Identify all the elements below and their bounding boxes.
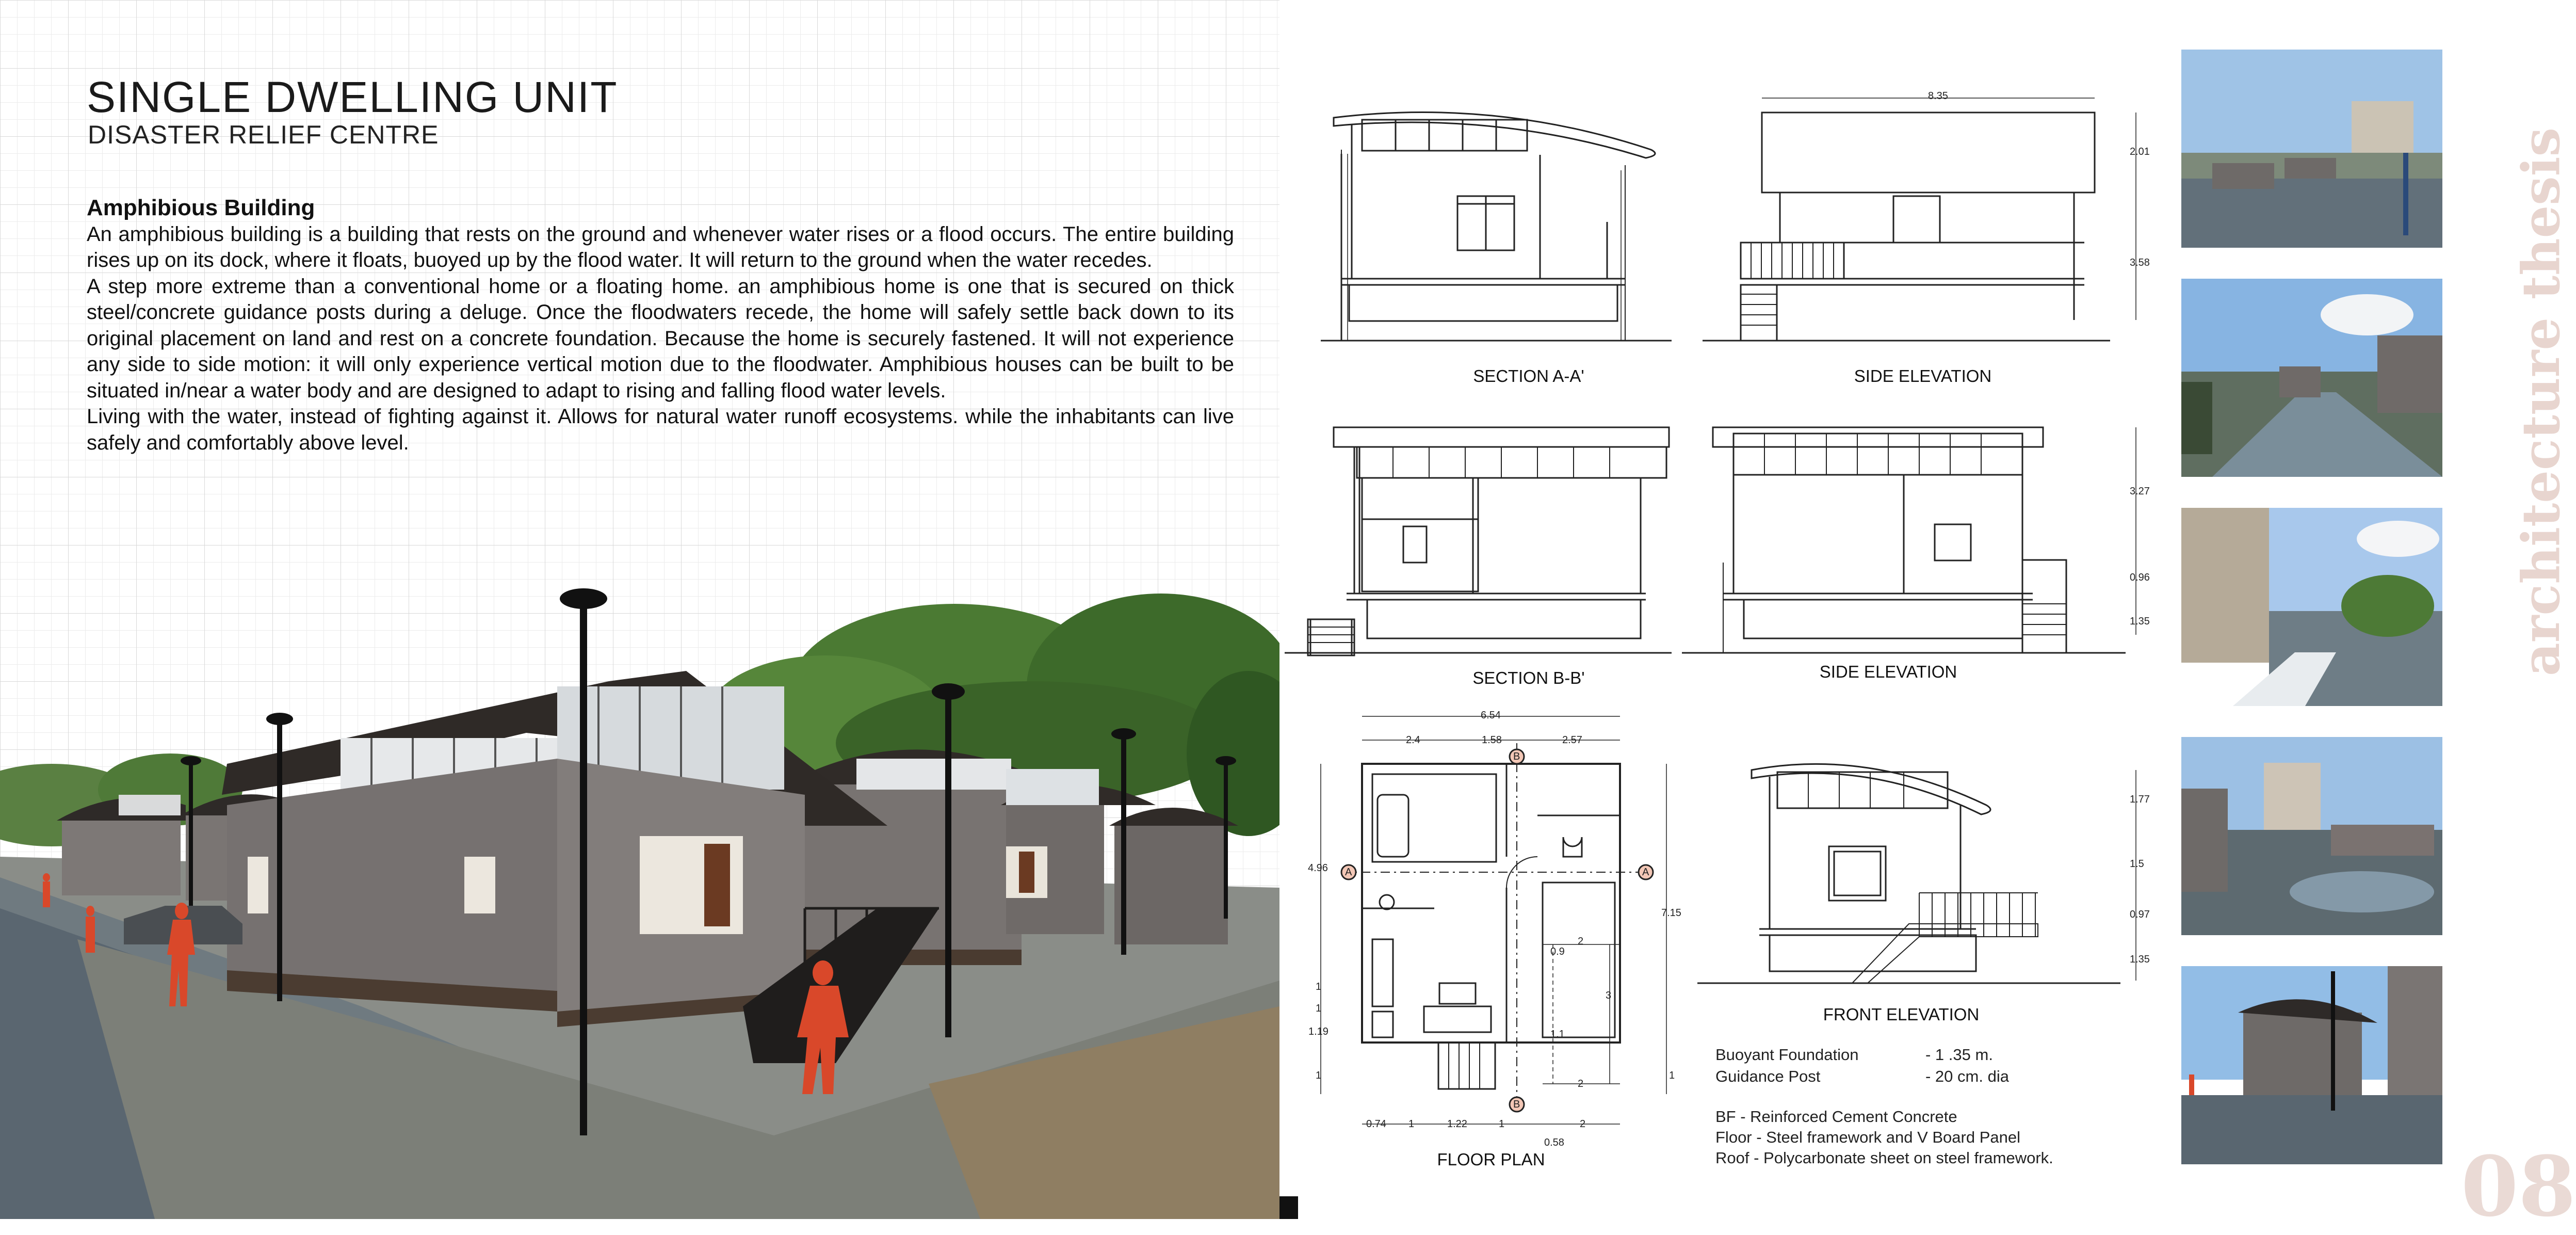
- floor-plan-drawing: [1321, 716, 1666, 1124]
- description-paragraph-1: An amphibious building is a building that rests on the ground and whenever water rises or a flood occurs. The entire building rises up on its dock, where it floats, buoyed up by the flood water. It will return to the ground when the water recedes.: [87, 222, 1234, 271]
- dim-plan-h-lower: 1.19: [1308, 1026, 1328, 1037]
- dim-plan-inner-2b: 2: [1578, 1078, 1584, 1089]
- render-thumbnail-5: [2181, 966, 2442, 1164]
- label-section-aa: SECTION A-A': [1473, 366, 1584, 386]
- dim-plan-inner-2a: 2: [1578, 936, 1584, 947]
- dim-front-h4: 1.35: [2130, 954, 2150, 965]
- dim-plan-h-left: 4.96: [1308, 862, 1328, 874]
- dim-plan-small-1: 1: [1316, 981, 1322, 992]
- dim-side-h2: 3.58: [2130, 257, 2150, 268]
- dim-plan-right-1: 1: [1669, 1070, 1675, 1081]
- dim-side2-h1: 3.27: [2130, 486, 2150, 497]
- description-paragraph-3: Living with the water, instead of fighting against it. Allows for natural water runoff ecosystems. while the inhabitants can live safely and comfortably above level.: [87, 405, 1234, 454]
- section-marker-a-right: A: [1642, 867, 1649, 878]
- dim-plan-bottom-2: 2: [1580, 1118, 1586, 1130]
- label-front-elevation: FRONT ELEVATION: [1823, 1005, 1980, 1024]
- left-page: [0, 0, 1279, 1219]
- dim-plan-w1: 2.4: [1406, 734, 1420, 746]
- description-paragraph-2: A step more extreme than a conventional home or a floating home. an amphibious home is one that is secured on thick steel/concrete guidance posts during a deluge. Once the floodwaters recede, the home will safely settle back down to its original placement on land and rest on a concrete foundation. Because the home is securely fastened. It will not experience any side to side motion: it will only experience vertical motion due to the floodwater. Amphibious houses can be built to be situated in/near a water body and are designed to adapt to rising and falling flood water levels.: [87, 275, 1234, 402]
- label-floor-plan: FLOOR PLAN: [1437, 1150, 1545, 1169]
- dim-side-h1: 2.01: [2130, 146, 2150, 157]
- dim-plan-bottom-074: 0.74: [1366, 1118, 1386, 1130]
- description-heading: Amphibious Building: [87, 195, 315, 220]
- dim-plan-bottom-1b: 1: [1499, 1118, 1505, 1130]
- dim-plan-w2: 1.58: [1482, 734, 1502, 746]
- dim-plan-bottom-122: 1.22: [1447, 1118, 1467, 1130]
- dim-plan-bottom-1a: 1: [1408, 1118, 1415, 1130]
- description-block: [87, 195, 1234, 456]
- spec-buoyant-value: - 1 .35 m.: [1925, 1046, 1993, 1064]
- render-thumbnail-4: [2181, 737, 2442, 935]
- section-marker-b-top: B: [1513, 751, 1520, 762]
- label-section-bb: SECTION B-B': [1472, 668, 1585, 687]
- section-marker-b-bottom: B: [1513, 1099, 1520, 1110]
- spec-floor-line: Floor - Steel framework and V Board Panel: [1715, 1128, 2020, 1146]
- section-bb-drawing: [1285, 427, 1672, 655]
- dim-plan-bottom-058: 0.58: [1544, 1137, 1564, 1148]
- spec-buoyant-label: Buoyant Foundation: [1715, 1046, 1859, 1064]
- dim-plan-small-3: 1: [1316, 1070, 1322, 1081]
- dim-plan-inner-09: 0.9: [1550, 946, 1565, 957]
- dim-front-h3: 0.97: [2130, 909, 2150, 920]
- section-marker-a-left: A: [1345, 867, 1352, 878]
- side-elevation-2-drawing: [1682, 427, 2136, 653]
- page-number: 08: [2461, 1138, 2576, 1235]
- dim-plan-inner-11: 1.1: [1550, 1029, 1565, 1040]
- front-elevation-drawing: [1697, 764, 2136, 983]
- dim-plan-w3: 2.57: [1562, 734, 1582, 746]
- dim-plan-small-2: 1: [1316, 1003, 1322, 1014]
- svg-text:architecture thesis: architecture thesis: [2510, 127, 2571, 676]
- render-thumbnail-1: [2181, 50, 2442, 248]
- architectural-drawings: [1279, 0, 2177, 1219]
- dim-side-width: 8.35: [1928, 90, 1948, 102]
- dim-plan-inner-3: 3: [1606, 990, 1612, 1001]
- dim-side2-h2: 0.96: [2130, 572, 2150, 583]
- page-title: SINGLE DWELLING UNIT: [87, 73, 618, 121]
- render-thumbnail-2: [2181, 279, 2442, 477]
- side-title-vertical: [2507, 52, 2569, 681]
- dim-side2-h3: 1.35: [2130, 616, 2150, 627]
- dimension-labels: [1308, 90, 2150, 1148]
- render-thumbnail-3: [2181, 508, 2442, 706]
- label-side-elevation-1: SIDE ELEVATION: [1854, 366, 1992, 386]
- dwelling-render-image: [0, 557, 1279, 1219]
- dim-plan-total-width: 6.54: [1481, 710, 1501, 721]
- dim-front-h1: 1.77: [2130, 794, 2150, 805]
- spec-roof-line: Roof - Polycarbonate sheet on steel framework.: [1715, 1149, 2053, 1167]
- side-elevation-1-drawing: [1703, 98, 2136, 341]
- spec-guidance-value: - 20 cm. dia: [1925, 1067, 2009, 1085]
- spec-guidance-label: Guidance Post: [1715, 1067, 1821, 1085]
- section-aa-drawing: [1321, 113, 1672, 341]
- corner-mark: [1279, 1196, 1298, 1219]
- dim-front-h2: 1.5: [2130, 858, 2144, 870]
- dim-plan-h-right: 7.15: [1661, 907, 1681, 919]
- label-side-elevation-2: SIDE ELEVATION: [1819, 662, 1957, 681]
- spec-bf-line: BF - Reinforced Cement Concrete: [1715, 1108, 1957, 1126]
- page-subtitle: DISASTER RELIEF CENTRE: [88, 120, 439, 149]
